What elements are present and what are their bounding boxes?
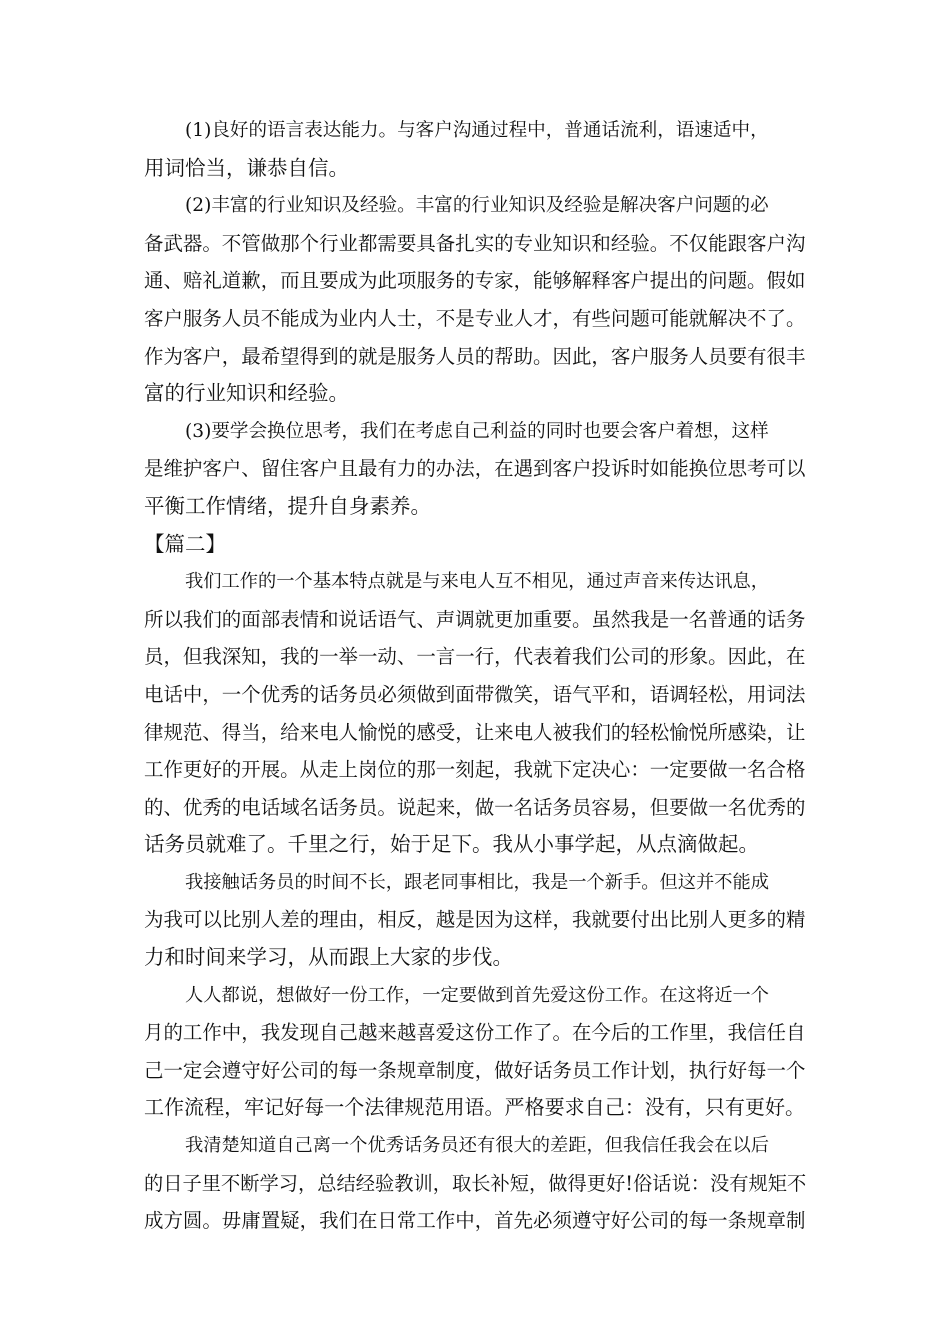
text-line: 客户服务人员不能成为业内人士，不是专业人才，有些问题可能就解决不了。 (144, 306, 806, 330)
text-line: 【篇二】 (144, 531, 226, 556)
text-line: 电话中，一个优秀的话务员必须做到面带微笑，语气平和，语调轻松，用词法 (144, 682, 806, 706)
text-line: 员，但我深知，我的一举一动、一言一行，代表着我们公司的形象。因此，在 (144, 645, 806, 669)
text-line: 用词恰当，谦恭自信。 (144, 155, 349, 180)
text-line: 己一定会遵守好公司的每一条规章制度，做好话务员工作计划，执行好每一个 (144, 1058, 806, 1082)
text-line: 工作更好的开展。从走上岗位的那一刻起，我就下定决心：一定要做一名合格 (144, 758, 806, 782)
text-line: 作为客户，最希望得到的就是服务人员的帮助。因此，客户服务人员要有很丰 (144, 344, 806, 368)
text-line: 平衡工作情绪，提升自身素养。 (144, 493, 431, 518)
text-line: (2)丰富的行业知识及经验。丰富的行业知识及经验是解决客户问题的必 (185, 195, 769, 217)
text-line: 话务员就难了。千里之行，始于足下。我从小事学起，从点滴做起。 (144, 832, 759, 857)
text-line: 月的工作中，我发现自己越来越喜爱这份工作了。在今后的工作里，我信任自 (144, 1021, 806, 1045)
text-line: 富的行业知识和经验。 (144, 381, 349, 406)
document-body (144, 112, 806, 1240)
text-line: 人人都说，想做好一份工作，一定要做到首先爱这份工作。在这将近一个 (185, 984, 769, 1006)
text-line: 备武器。不管做那个行业都需要具备扎实的专业知识和经验。不仅能跟客户沟 (144, 231, 806, 255)
paragraph (144, 1127, 806, 1240)
text-line: 是维护客户、留住客户且最有力的办法，在遇到客户投诉时如能换位思考可以 (144, 457, 806, 481)
text-line: 我清楚知道自己离一个优秀话务员还有很大的差距，但我信任我会在以后 (185, 1135, 769, 1157)
text-line: 的日子里不断学习，总结经验教训，取长补短，做得更好!俗话说：没有规矩不 (144, 1171, 807, 1195)
paragraph (144, 112, 806, 187)
text-line: (3)要学会换位思考，我们在考虑自己利益的同时也要会客户着想，这样 (185, 420, 769, 442)
paragraph (144, 563, 806, 864)
text-line: 力和时间来学习，从而跟上大家的步伐。 (144, 945, 513, 970)
section-heading (144, 526, 806, 564)
text-line: 我接触话务员的时间不长，跟老同事相比，我是一个新手。但这并不能成 (185, 871, 769, 893)
paragraph (144, 864, 806, 977)
text-line: (1)良好的语言表达能力。与客户沟通过程中，普通话流利，语速适中， (185, 120, 769, 141)
paragraph (144, 977, 806, 1127)
text-line: 的、优秀的电话域名话务员。说起来，做一名话务员容易，但要做一名优秀的 (144, 795, 806, 819)
text-line: 通、赔礼道歉，而且要成为此项服务的专家，能够解释客户提出的问题。假如 (144, 269, 806, 293)
text-line: 为我可以比别人差的理由，相反，越是因为这样，我就要付出比别人更多的精 (144, 908, 806, 932)
paragraph (144, 413, 806, 526)
text-line: 律规范、得当，给来电人愉悦的感受，让来电人被我们的轻松愉悦所感染，让 (144, 720, 806, 744)
text-line: 成方圆。毋庸置疑，我们在日常工作中，首先必须遵守好公司的每一条规章制 (144, 1209, 806, 1233)
text-line: 工作流程，牢记好每一个法律规范用语。严格要求自己：没有，只有更好。 (144, 1095, 806, 1120)
paragraph (144, 187, 806, 413)
text-line: 我们工作的一个基本特点就是与来电人互不相见，通过声音来传达讯息， (185, 571, 769, 593)
text-line: 所以我们的面部表情和说话语气、声调就更加重要。虽然我是一名普通的话务 (144, 607, 806, 631)
